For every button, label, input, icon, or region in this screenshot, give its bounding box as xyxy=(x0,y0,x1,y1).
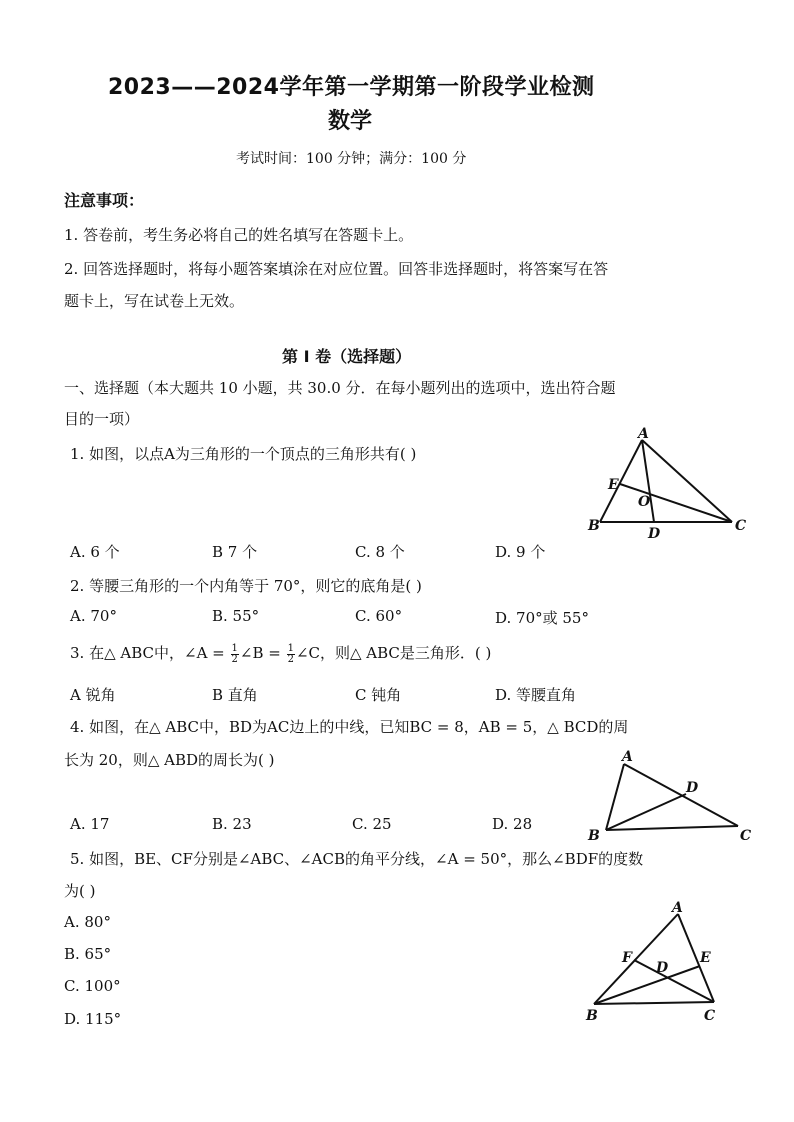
segment-ab xyxy=(600,440,642,522)
label-b: B xyxy=(588,828,600,844)
option[interactable]: C. 60° xyxy=(355,607,403,625)
label-c: C xyxy=(740,828,752,844)
segment-bd xyxy=(606,794,686,830)
label-a: A xyxy=(672,900,683,916)
segment-ab xyxy=(606,764,624,830)
segment-ac xyxy=(624,764,738,826)
label-a: A xyxy=(638,426,649,442)
option[interactable]: B. 65° xyxy=(64,945,112,963)
option[interactable]: D. 70°或 55° xyxy=(495,609,589,627)
question-4-stem: 长为 20，则△ ABD的周长为( ) xyxy=(64,751,275,769)
option[interactable]: C. 100° xyxy=(64,977,121,995)
segment-cf xyxy=(634,960,714,1002)
question-3-stem xyxy=(70,642,491,665)
fraction: $\frac{1}{2}$ xyxy=(231,642,238,665)
question-4-stem: 4. 如图，在△ ABC中，BD为AC边上的中线，已知BC = 8，AB = 5，△ BCD的周 xyxy=(70,718,629,736)
label-d: D xyxy=(686,780,699,796)
option[interactable]: D. 9 个 xyxy=(495,543,546,561)
question-5-stem: 为( ) xyxy=(64,882,96,900)
section-intro: 目的一项） xyxy=(64,410,140,428)
note-item: 1. 答卷前，考生务必将自己的姓名填写在答题卡上。 xyxy=(64,226,414,244)
section-title: 第 I 卷（选择题） xyxy=(282,347,412,366)
segment-be xyxy=(594,966,700,1004)
exam-title: 2023——2024学年第一学期第一阶段学业检测 xyxy=(108,75,595,100)
question-5-figure xyxy=(582,896,742,1026)
option[interactable]: B. 23 xyxy=(212,815,252,833)
question-2-stem: 2. 等腰三角形的一个内角等于 70°，则它的底角是( ) xyxy=(70,577,422,595)
option[interactable]: C. 25 xyxy=(352,815,392,833)
subject-title: 数学 xyxy=(328,109,373,134)
label-d: D xyxy=(648,526,661,542)
stem-part: ∠B = xyxy=(239,644,286,662)
question-1-stem: 1. 如图，以点A为三角形的一个顶点的三角形共有( ) xyxy=(70,445,417,463)
option[interactable]: A. 6 个 xyxy=(70,543,120,561)
option[interactable]: A. 17 xyxy=(70,815,110,833)
label-a: A xyxy=(622,749,633,765)
segment-ab xyxy=(594,914,678,1004)
option[interactable]: D. 28 xyxy=(492,815,533,833)
label-c: C xyxy=(735,518,747,534)
label-b: B xyxy=(586,1008,598,1024)
label-e: E xyxy=(700,950,711,966)
option[interactable]: A 锐角 xyxy=(70,686,116,704)
notes-heading: 注意事项： xyxy=(64,191,145,210)
option[interactable]: C. 8 个 xyxy=(355,543,405,561)
segment-bc xyxy=(594,1002,714,1004)
label-e: E xyxy=(608,477,619,493)
question-4-figure xyxy=(582,748,754,844)
option[interactable]: D. 等腰直角 xyxy=(495,686,577,704)
fraction: $\frac{1}{2}$ xyxy=(287,642,294,665)
stem-part: ∠C，则△ ABC是三角形．( ) xyxy=(295,644,492,662)
label-f: F xyxy=(622,950,632,966)
label-d: D xyxy=(656,960,669,976)
exam-meta: 考试时间：100 分钟；满分：100 分 xyxy=(236,151,467,167)
option[interactable]: A. 70° xyxy=(70,607,117,625)
segment-bc xyxy=(606,826,738,830)
option[interactable]: D. 115° xyxy=(64,1010,122,1028)
note-item: 2. 回答选择题时，将每小题答案填涂在对应位置。回答非选择题时，将答案写在答 xyxy=(64,260,609,278)
section-intro: 一、选择题（本大题共 10 小题，共 30.0 分．在每小题列出的选项中，选出符合题 xyxy=(64,379,616,397)
segment-ec xyxy=(620,484,732,522)
label-o: O xyxy=(638,494,651,510)
option[interactable]: B 直角 xyxy=(212,686,258,704)
stem-part: 3. 在△ ABC中，∠A = xyxy=(70,644,230,662)
option[interactable]: B. 55° xyxy=(212,607,260,625)
label-b: B xyxy=(588,518,600,534)
label-c: C xyxy=(704,1008,716,1024)
option[interactable]: B 7 个 xyxy=(212,543,258,561)
segment-ac xyxy=(642,440,732,522)
question-5-stem: 5. 如图，BE、CF分别是∠ABC、∠ACB的角平分线，∠A = 50°，那么∠BDF的度数 xyxy=(70,850,644,868)
question-1-figure xyxy=(582,422,752,546)
option[interactable]: C 钝角 xyxy=(355,686,402,704)
option[interactable]: A. 80° xyxy=(64,913,111,931)
note-item: 题卡上，写在试卷上无效。 xyxy=(64,292,245,310)
